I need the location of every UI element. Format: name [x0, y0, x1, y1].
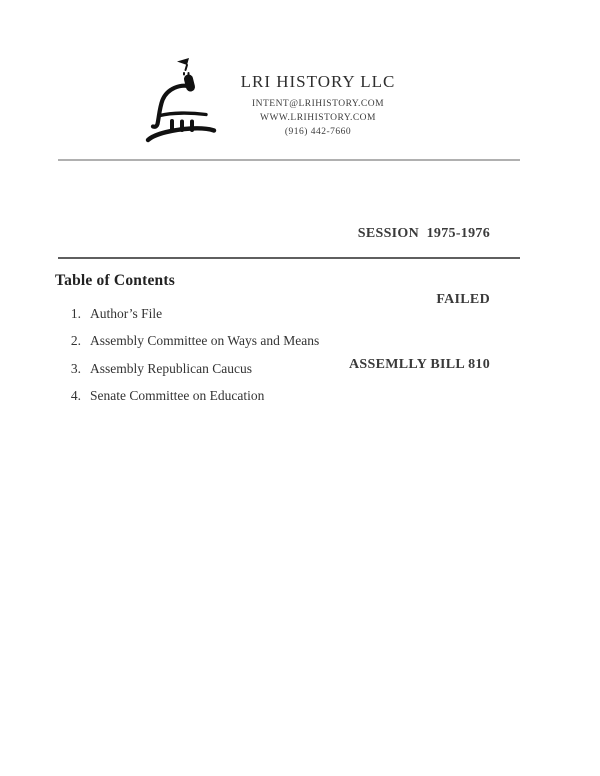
- toc-item-label: Senate Committee on Education: [90, 388, 265, 404]
- toc-item: [65, 355, 319, 383]
- divider-top: [58, 159, 520, 161]
- toc-item-number: 4.: [70, 388, 81, 404]
- toc-item-label: Assembly Republican Caucus: [90, 360, 252, 376]
- company-name: LRI HISTORY LLC: [240, 72, 396, 91]
- toc-item: [65, 300, 319, 328]
- letterhead-website: WWW.LRIHISTORY.COM: [260, 113, 376, 123]
- bill-header: [349, 180, 490, 419]
- toc-item-number: 2.: [70, 333, 81, 349]
- flag-pennant-shape: [177, 58, 189, 65]
- letterhead: [226, 71, 410, 139]
- divider-bottom: [58, 257, 520, 259]
- toc-item-number: 1.: [70, 305, 81, 321]
- toc-title: Table of Contents: [55, 272, 175, 289]
- session-line: SESSION 1975-1976: [357, 226, 490, 242]
- toc-list: [65, 300, 319, 410]
- toc-item: [65, 383, 319, 411]
- toc-item-number: 3.: [70, 360, 81, 376]
- toc-item-label: Assembly Committee on Ways and Means: [90, 333, 320, 349]
- status-line: FAILED: [436, 291, 490, 307]
- capitol-dome-sketch-icon: [143, 55, 225, 143]
- entablature-stroke: [160, 113, 206, 115]
- base-swoosh-stroke: [148, 128, 214, 140]
- bill-number-line: ASSEMLLY BILL 810: [348, 356, 490, 372]
- toc-item: [65, 328, 319, 356]
- letterhead-email: INTENT@LRIHISTORY.COM: [251, 99, 385, 109]
- letterhead-phone: (916) 442-7660: [284, 127, 352, 137]
- flag-pole-stroke: [186, 65, 188, 70]
- toc-item-label: Author’s File: [90, 305, 163, 321]
